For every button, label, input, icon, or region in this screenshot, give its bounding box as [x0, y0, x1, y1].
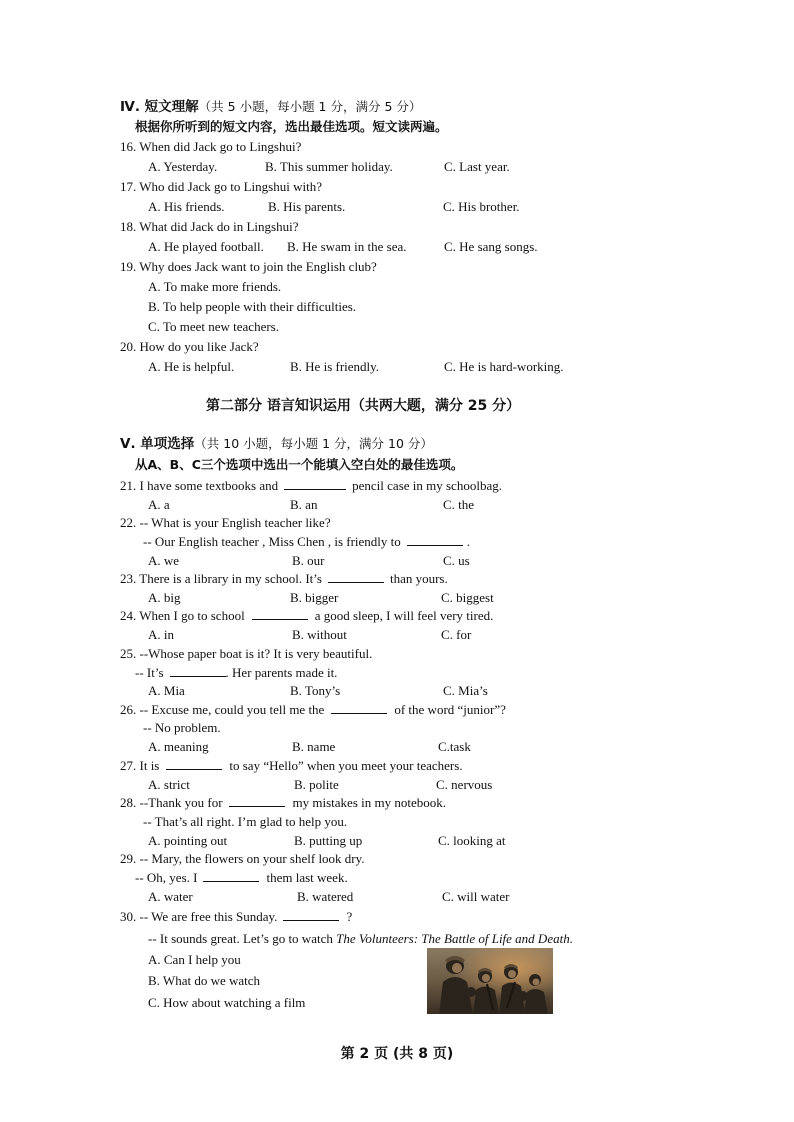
section-5-note: （共 10 小题，每小题 1 分，满分 10 分）	[194, 436, 433, 451]
q30-line-2	[148, 931, 573, 947]
q30-text-after: ?	[346, 909, 353, 924]
section-5-instruction: 从A、B、C三个选项中选出一个能填入空白处的最佳选项。	[135, 457, 464, 472]
q30-option-b: B. What do we watch	[148, 973, 261, 988]
part-2-heading: 第二部分 语言知识运用（共两大题，满分 25 分）	[206, 398, 521, 414]
q21-stem	[120, 478, 502, 494]
q22-line-1: 22. -- What is your English teacher like?	[120, 515, 331, 530]
q16-option-a: A. Yesterday.	[148, 159, 218, 174]
q29-line-2	[135, 870, 348, 886]
q18-option-a: A. He played football.	[148, 239, 264, 254]
q17-stem: 17. Who did Jack go to Lingshui with?	[120, 179, 322, 194]
q21-option-c: C. the	[443, 497, 475, 512]
q19-option-c: C. To meet new teachers.	[148, 319, 279, 334]
q26-option-b: B. name	[292, 739, 336, 754]
section-5-title: Ⅴ. 单项选择	[120, 436, 195, 452]
q28-text-after: my mistakes in my notebook.	[292, 795, 446, 810]
q21-text-before: 21. I have some textbooks and	[120, 478, 279, 493]
q25-text-before: -- It’s	[135, 665, 164, 680]
q24-text-after: a good sleep, I will feel very tired.	[314, 608, 494, 623]
q24-option-c: C. for	[441, 627, 472, 642]
q25-line-2	[135, 665, 337, 681]
q22-answer-blank	[407, 534, 463, 546]
q18-option-b: B. He swam in the sea.	[287, 239, 407, 254]
q29-text-before: -- Oh, yes. I	[135, 870, 198, 885]
q28-option-b: B. putting up	[294, 833, 363, 848]
q19-option-a: A. To make more friends.	[148, 279, 282, 294]
q17-option-c: C. His brother.	[443, 199, 520, 214]
q22-line-2	[143, 534, 470, 550]
q27-text-before: 27. It is	[120, 758, 160, 773]
q27-answer-blank	[166, 758, 222, 770]
q17-option-a: A. His friends.	[148, 199, 225, 214]
q30-stem	[120, 909, 352, 925]
q29-option-c: C. will water	[442, 889, 510, 904]
q30-film-title: The Volunteers: The Battle of Life and Death.	[336, 931, 573, 946]
q23-stem	[120, 571, 448, 587]
q16-option-c: C. Last year.	[444, 159, 510, 174]
q26-stem	[120, 702, 506, 718]
q20-option-c: C. He is hard-working.	[444, 359, 564, 374]
q24-option-b: B. without	[292, 627, 347, 642]
q29-option-b: B. watered	[297, 889, 354, 904]
q28-answer-blank	[229, 795, 285, 807]
section-4-instruction: 根据你所听到的短文内容，选出最佳选项。短文读两遍。	[135, 119, 448, 134]
q21-answer-blank	[284, 478, 346, 490]
q28-option-a: A. pointing out	[148, 833, 228, 848]
q28-stem	[120, 795, 446, 811]
q28-text-before: 28. --Thank you for	[120, 795, 223, 810]
q24-stem	[120, 608, 493, 624]
q26-answer-blank	[331, 702, 387, 714]
q16-stem: 16. When did Jack go to Lingshui?	[120, 139, 302, 154]
q26-line-2: -- No problem.	[143, 720, 221, 735]
q18-option-c: C. He sang songs.	[444, 239, 538, 254]
q24-option-a: A. in	[148, 627, 174, 642]
q25-option-b: B. Tony’s	[290, 683, 341, 698]
q26-text-before: 26. -- Excuse me, could you tell me the	[120, 702, 325, 717]
q20-option-a: A. He is helpful.	[148, 359, 235, 374]
q29-option-a: A. water	[148, 889, 193, 904]
q21-text-after: pencil case in my schoolbag.	[352, 478, 502, 493]
section-4-title: Ⅳ. 短文理解	[120, 99, 199, 115]
q22-option-b: B. our	[292, 553, 325, 568]
q20-stem: 20. How do you like Jack?	[120, 339, 259, 354]
section-4-header	[120, 99, 421, 115]
q23-answer-blank	[328, 571, 384, 583]
q30-option-a: A. Can I help you	[148, 952, 241, 967]
q26-text-after: of the word “junior”?	[394, 702, 506, 717]
q22-text-before: -- Our English teacher , Miss Chen , is friendly to	[143, 534, 401, 549]
section-4-note: （共 5 小题，每小题 1 分，满分 5 分）	[198, 99, 422, 114]
q30-answer-blank	[283, 909, 339, 921]
q23-option-c: C. biggest	[441, 590, 494, 605]
q25-line-1: 25. --Whose paper boat is it? It is very beautiful.	[120, 646, 373, 661]
q30-text-before: 30. -- We are free this Sunday.	[120, 909, 278, 924]
q27-stem	[120, 758, 463, 774]
q29-text-after: them last week.	[266, 870, 348, 885]
q26-option-a: A. meaning	[148, 739, 209, 754]
movie-poster-illustration	[427, 948, 553, 1014]
q25-option-c: C. Mia’s	[443, 683, 488, 698]
q19-option-b: B. To help people with their difficulties.	[148, 299, 357, 314]
q24-text-before: 24. When I go to school	[120, 608, 245, 623]
q30-reply-text: -- It sounds great. Let’s go to watch	[148, 931, 337, 946]
q25-text-after: . Her parents made it.	[225, 665, 338, 680]
q28-option-c: C. looking at	[438, 833, 506, 848]
q29-line-1: 29. -- Mary, the flowers on your shelf look dry.	[120, 851, 365, 866]
q24-answer-blank	[252, 608, 308, 620]
q25-option-a: A. Mia	[148, 683, 185, 698]
q27-text-after: to say “Hello” when you meet your teachers.	[229, 758, 463, 773]
q21-option-a: A. a	[148, 497, 170, 512]
page-footer: 第 2 页 (共 8 页)	[340, 1046, 454, 1062]
q29-answer-blank	[203, 870, 259, 882]
section-5-header	[120, 436, 433, 452]
q22-text-after: .	[466, 534, 471, 549]
q22-option-c: C. us	[443, 553, 470, 568]
q18-stem: 18. What did Jack do in Lingshui?	[120, 219, 299, 234]
q27-option-a: A. strict	[148, 777, 190, 792]
q16-option-b: B. This summer holiday.	[265, 159, 393, 174]
q25-answer-blank	[170, 665, 226, 677]
q26-option-c: C.task	[438, 739, 471, 754]
q23-text-after: than yours.	[389, 571, 448, 586]
q28-line-2: -- That’s all right. I’m glad to help you.	[143, 814, 348, 829]
q27-option-b: B. polite	[294, 777, 339, 792]
q19-stem: 19. Why does Jack want to join the English club?	[120, 259, 377, 274]
q21-option-b: B. an	[290, 497, 318, 512]
q27-option-c: C. nervous	[436, 777, 493, 792]
q17-option-b: B. His parents.	[268, 199, 346, 214]
q23-option-b: B. bigger	[290, 590, 339, 605]
q23-option-a: A. big	[148, 590, 181, 605]
q23-text-before: 23. There is a library in my school. It’s	[120, 571, 322, 586]
movie-poster-image	[427, 948, 553, 1014]
q22-option-a: A. we	[148, 553, 180, 568]
q20-option-b: B. He is friendly.	[290, 359, 380, 374]
q30-option-c: C. How about watching a film	[148, 995, 306, 1010]
